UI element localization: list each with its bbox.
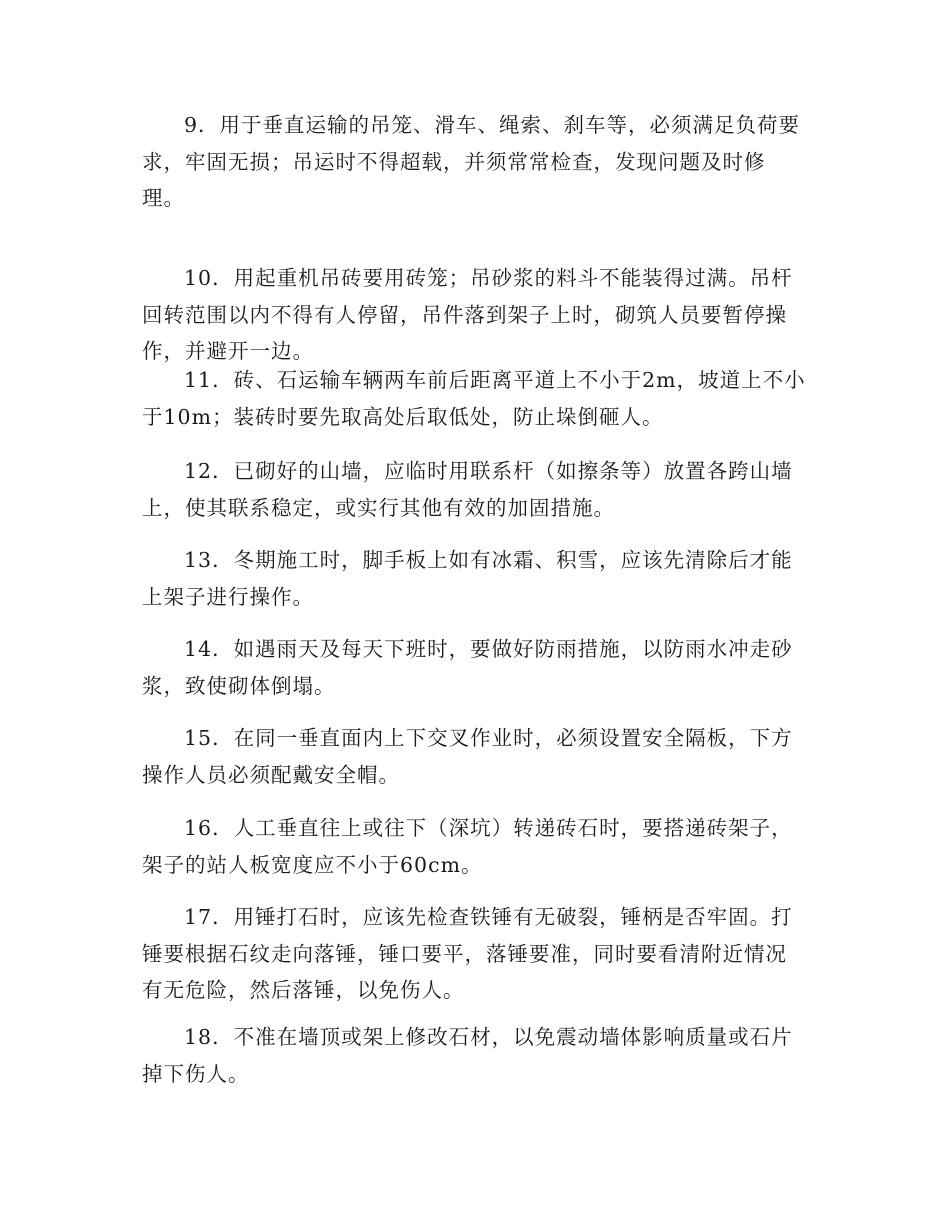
text-line: 17．用锤打石时，应该先检查铁锤有无破裂，锤柄是否牢固。打 (184, 905, 793, 929)
text-line: 回转范围以内不得有人停留，吊件落到架子上时，砌筑人员要暂停操 (142, 302, 787, 327)
text-line: 求，牢固无损；吊运时不得超载，并须常常检查，发现问题及时修 (142, 149, 766, 174)
text-line: 14．如遇雨天及每天下班时，要做好防雨措施，以防雨水冲走砂 (184, 637, 793, 661)
text-line: 理。 (142, 186, 185, 210)
paragraph-item-17 (142, 899, 812, 1009)
text-line: 掉下伤人。 (142, 1061, 250, 1086)
paragraph-item-15 (142, 720, 812, 793)
text-line: 作，并避开一边。 (142, 339, 314, 363)
paragraph-item-13 (142, 542, 812, 615)
paragraph-item-18 (142, 1019, 812, 1092)
text-line: 锤要根据石纹走向落锤，锤口要平，落锤要准，同时要看清附近情况 (142, 941, 787, 966)
paragraph-item-12 (142, 453, 812, 526)
paragraph-item-16 (142, 810, 812, 883)
text-line: 9．用于垂直运输的吊笼、滑车、绳索、刹车等，必须满足负荷要 (184, 113, 801, 137)
text-line: 11．砖、石运输车辆两车前后距离平道上不小于2m，坡道上不小 (184, 368, 806, 392)
text-line: 架子的站人板宽度应不小于60cm。 (142, 852, 483, 877)
text-line: 有无危险，然后落锤，以免伤人。 (142, 978, 465, 1002)
paragraph-item-11 (142, 362, 812, 435)
text-line: 操作人员必须配戴安全帽。 (142, 762, 400, 787)
text-line: 12．已砌好的山墙，应临时用联系杆（如擦条等）放置各跨山墙 (184, 459, 793, 483)
text-line: 15．在同一垂直面内上下交叉作业时，必须设置安全隔板，下方 (184, 726, 793, 750)
text-line: 10．用起重机吊砖要用砖笼；吊砂浆的料斗不能装得过满。吊杆 (184, 266, 793, 290)
paragraph-item-9 (142, 107, 812, 217)
text-line: 16．人工垂直往上或往下（深坑）转递砖石时，要搭递砖架子， (184, 816, 793, 840)
text-line: 于10m；装砖时要先取高处后取低处，防止垛倒砸人。 (142, 404, 664, 429)
text-line: 浆，致使砌体倒塌。 (142, 673, 336, 698)
text-line: 上，使其联系稳定，或实行其他有效的加固措施。 (142, 495, 615, 520)
text-line: 上架子进行操作。 (142, 584, 314, 609)
text-line: 18．不准在墙顶或架上修改石材，以免震动墙体影响质量或石片 (184, 1025, 793, 1049)
paragraph-item-14 (142, 631, 812, 704)
text-line: 13．冬期施工时，脚手板上如有冰霜、积雪，应该先清除后才能 (184, 548, 793, 572)
paragraph-item-10 (142, 260, 812, 370)
